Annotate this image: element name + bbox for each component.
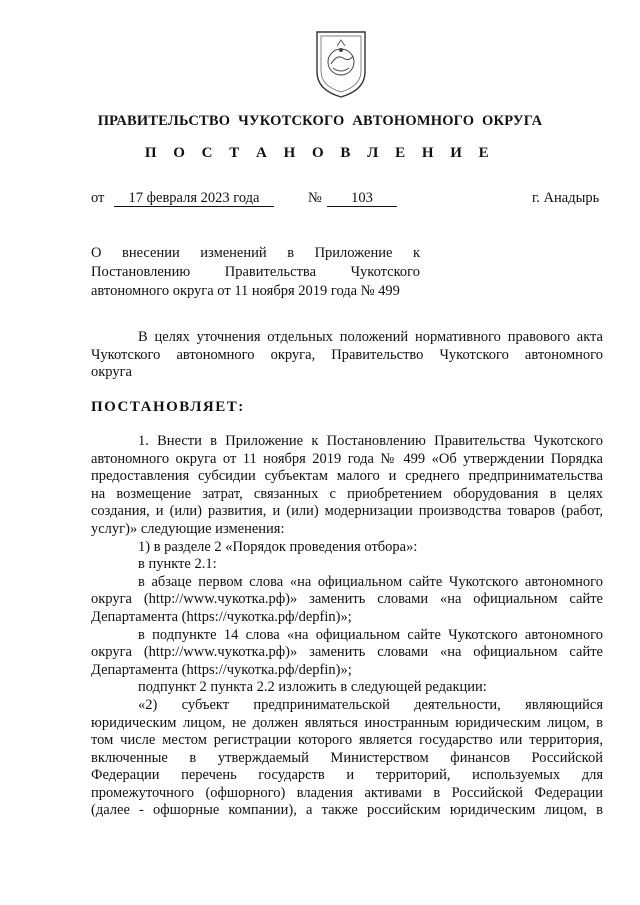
body-line: включенные в утверждаемый Министерством финансов Российской (91, 749, 603, 766)
body-line: автономного округа от 11 ноября 2019 года № 499 «Об утверждении Порядка (91, 450, 603, 467)
subject-line: О внесении изменений в Приложение к (91, 245, 420, 261)
body-line: том числе местом регистрации которого является государство или территория, (91, 732, 603, 749)
city: г. Анадырь (532, 190, 600, 206)
subject-line: Постановлению Правительства Чукотского (91, 264, 420, 280)
subject-line: автономного округа от 11 ноября 2019 года № 499 (91, 283, 400, 299)
decree-body (91, 433, 603, 820)
body-line: в подпункте 14 слова «на официальном сайте Чукотского автономного (138, 626, 603, 643)
document-type-title: П О С Т А Н О В Л Е Н И Е (144, 145, 496, 161)
body-line: юридическим лицом, не должен являться иностранным юридическим лицом, в (91, 714, 603, 731)
preamble-line: округа (91, 364, 132, 381)
number-field-wrapper (327, 190, 397, 207)
organization-title: ПРАВИТЕЛЬСТВО ЧУКОТСКОГО АВТОНОМНОГО ОКРУГА (97, 113, 543, 129)
body-line: создания, и (или) развития, и (или) модернизации производства товаров (работ, (91, 503, 603, 520)
body-line: подпункт 2 пункта 2.2 изложить в следующей редакции: (138, 679, 487, 696)
date-prefix: от (91, 190, 105, 206)
number-label: № (308, 190, 322, 206)
coat-of-arms-icon (313, 28, 369, 100)
decree-number: 103 (327, 190, 397, 207)
body-line: услуг)» следующие изменения: (91, 520, 285, 537)
body-line: в абзаце первом слова «на официальном сайте Чукотского автономного (138, 573, 603, 590)
body-line: округа (http://www.чукотка.рф)» заменить словами «на официальном сайте (91, 644, 603, 661)
body-line: промежуточного (офшорного) владения активами в Российской Федерации (91, 784, 603, 801)
preamble-line: В целях уточнения отдельных положений нормативного правового акта (138, 329, 603, 345)
body-line: «2) субъект предпринимательской деятельности, являющийся (138, 696, 603, 713)
date-field-wrapper (114, 190, 274, 207)
body-line: Департамента (https://чукотка.рф/depfin)»; (91, 608, 352, 625)
body-line: в пункте 2.1: (138, 556, 217, 573)
body-line: (далее - офшорные компании), а также российским юридическим лицом, в (91, 802, 603, 819)
body-line: Федерации перечень государств и территорий, используемых для (91, 767, 603, 784)
body-line: на возмещение затрат, связанных с приобретением оборудования в целях (91, 485, 603, 502)
preamble (91, 329, 603, 382)
body-line: 1. Внести в Приложение к Постановлению Правительства Чукотского (138, 433, 603, 449)
decree-subject (91, 244, 420, 301)
resolves-heading: ПОСТАНОВЛЯЕТ: (91, 399, 245, 415)
body-line: Департамента (https://чукотка.рф/depfin)»; (91, 661, 352, 678)
preamble-line: Чукотского автономного округа, Правительство Чукотского автономного (91, 346, 603, 363)
body-line: округа (http://www.чукотка.рф)» заменить словами «на официальном сайте (91, 591, 603, 608)
body-line: 1) в разделе 2 «Порядок проведения отбора»: (138, 538, 418, 555)
decree-date: 17 февраля 2023 года (114, 190, 274, 207)
body-line: предоставления субсидии субъектам малого и среднего предпринимательства (91, 468, 603, 485)
